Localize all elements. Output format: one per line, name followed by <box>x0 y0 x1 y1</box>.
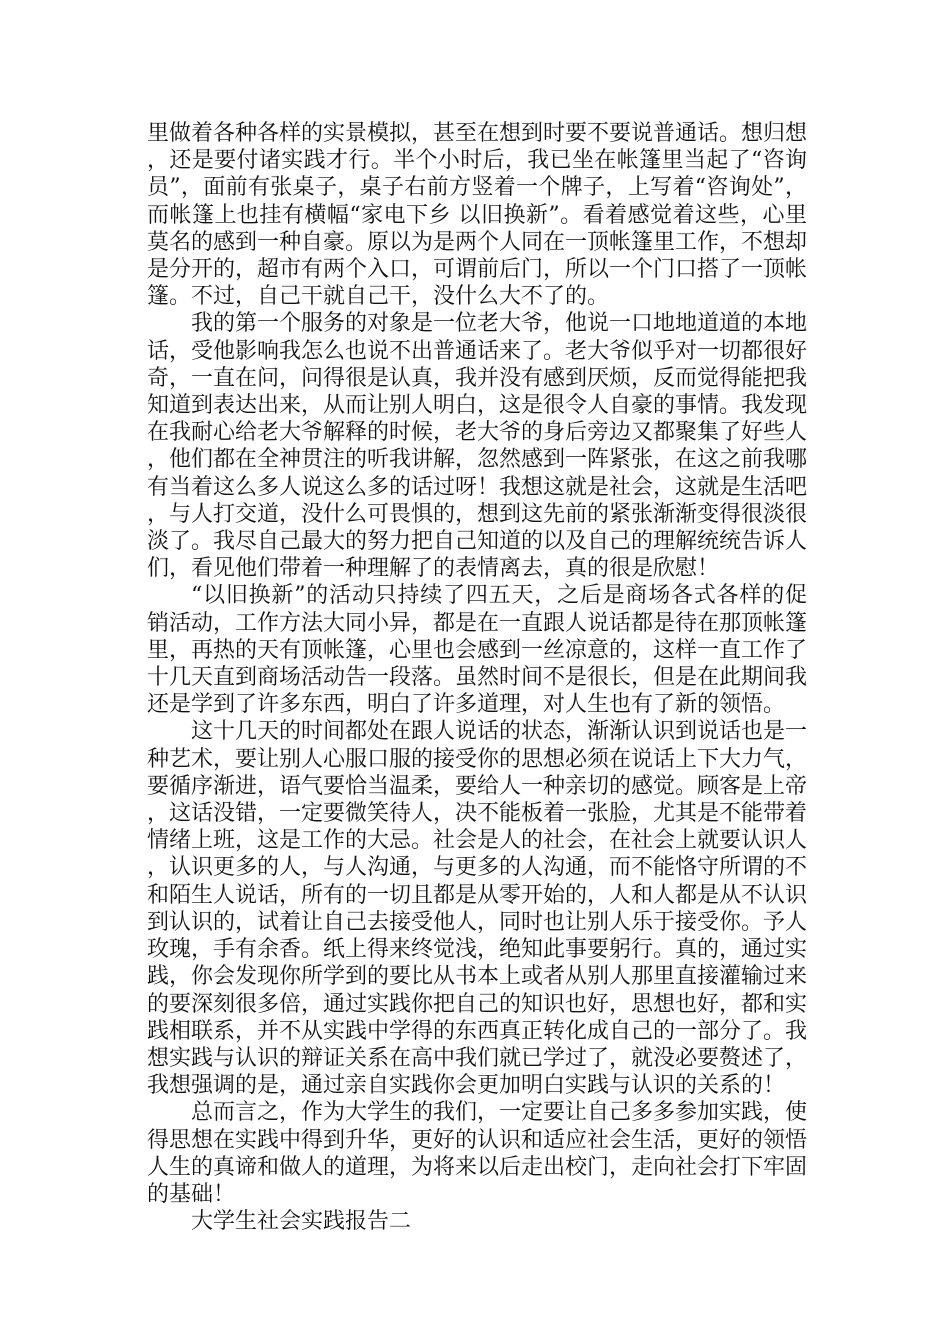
paragraph-continued: 里做着各种各样的实景模拟，甚至在想到时要不要说普通话。想归想，还是要付诸实践才行。半个小时后，我已坐在帐篷里当起了“咨询员”，面前有张桌子，桌子右前方竖着一个牌子，上写着“咨询处”，而帐篷上也挂有横幅“家电下乡 以旧换新”。看着感觉着这些，心里莫名的感到一种自豪。原以为是两个人同在一顶帐篷里工作，不想却是分开的，超市有两个入口，可谓前后门，所以一个门口搭了一顶帐篷。不过，自己干就自己干，没什么大不了的。 <box>147 121 808 310</box>
paragraph-trade-in-activity: “以旧换新”的活动只持续了四五天，之后是商场各式各样的促销活动，工作方法大同小异，都是在一直跟人说话都是待在那顶帐篷里，再热的天有顶帐篷，心里也会感到一丝凉意的，这样一直工作了十几天直到商场活动告一段落。虽然时间不是很长，但是在此期间我还是学到了许多东西，明白了许多道理，对人生也有了新的领悟。 <box>147 583 808 718</box>
section-heading: 大学生社会实践报告二 <box>191 1209 412 1235</box>
paragraph-first-customer: 我的第一个服务的对象是一位老大爷，他说一口地地道道的本地话，受他影响我怎么也说不出普通话来了。老大爷似乎对一切都很好奇，一直在问，问得很是认真，我并没有感到厌烦，反而觉得能把我知道到表达出来，从而让别人明白，这是很令人自豪的事情。我发现在我耐心给老大爷解释的时候，老大爷的身后旁边又都聚集了好些人，他们都在全神贯注的听我讲解，忽然感到一阵紧张，在这之前我哪有当着这么多人说这么多的话过呀！我想这就是社会，这就是生活吧，与人打交道，没什么可畏惧的，想到这先前的紧张渐渐变得很淡很淡了。我尽自己最大的努力把自己知道的以及自己的理解统统告诉人们，看见他们带着一种理解了的表情离去，真的很是欣慰！ <box>147 311 808 582</box>
body-text <box>147 120 807 1235</box>
paragraph-reflection: 这十几天的时间都处在跟人说话的状态，渐渐认识到说话也是一种艺术，要让别人心服口服的接受你的思想必须在说话上下大力气，要循序渐进，语气要恰当温柔，要给人一种亲切的感觉。顾客是上帝，这话没错，一定要微笑待人，决不能板着一张脸，尤其是不能带着情绪上班，这是工作的大忌。社会是人的社会，在社会上就要认识人，认识更多的人，与人沟通，与更多的人沟通，而不能恪守所谓的不和陌生人说话，所有的一切且都是从零开始的，人和人都是从不认识到认识的，试着让自己去接受他人，同时也让别人乐于接受你。予人玫瑰，手有余香。纸上得来终觉浅，绝知此事要躬行。真的，通过实践，你会发现你所学到的要比从书本上或者从别人那里直接灌输过来的要深刻很多倍，通过实践你把自己的知识也好，思想也好，都和实践相联系，并不从实践中学得的东西真正转化成自己的一部分了。我想实践与认识的辩证关系在高中我们就已学过了，就没必要赘述了，我想强调的是，通过亲自实践你会更加明白实践与认识的关系的！ <box>147 719 808 1099</box>
paragraph-conclusion: 总而言之，作为大学生的我们，一定要让自己多多参加实践，使得思想在实践中得到升华，更好的认识和适应社会生活，更好的领悟人生的真谛和做人的道理，为将来以后走出校门，走向社会打下牢固的基础！ <box>147 1100 808 1207</box>
